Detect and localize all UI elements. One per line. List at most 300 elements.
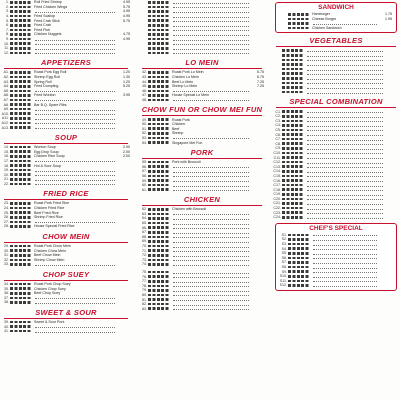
- chinese-text-glyphs: [10, 85, 32, 88]
- chinese-text-glyphs: [148, 307, 170, 310]
- item-number: 82.: [142, 302, 147, 307]
- dot-leader: [173, 222, 249, 225]
- chinese-text-glyphs: [288, 238, 310, 241]
- item-name: Roast Pork Lo Mein: [172, 70, 204, 75]
- section-title: SWEET & SOUR: [35, 307, 97, 317]
- menu-item: [138, 51, 266, 56]
- item-price: 3.95: [123, 93, 130, 98]
- item-number: 1.: [6, 0, 9, 5]
- menu-item: [138, 187, 266, 192]
- item-number: 9.: [6, 37, 9, 42]
- chinese-text-glyphs: [10, 183, 32, 186]
- chinese-text-glyphs: [288, 261, 310, 264]
- item-number: 27.: [4, 219, 9, 224]
- menu-item: [278, 26, 394, 31]
- item-number: C18.: [273, 187, 281, 192]
- dot-leader: [173, 184, 249, 187]
- item-number: 73.: [142, 257, 147, 262]
- dot-leader: [173, 38, 249, 41]
- dot-leader: [173, 47, 249, 50]
- item-number: 36.: [4, 291, 9, 296]
- item-number: A12.: [1, 120, 9, 125]
- dot-leader: [173, 263, 249, 266]
- section-title: CHOW MEIN: [42, 231, 90, 241]
- chinese-text-glyphs: [282, 193, 304, 196]
- dot-leader: [307, 216, 383, 219]
- item-number: C9.: [275, 146, 281, 151]
- item-name: Singapore Mei Fun: [172, 140, 203, 145]
- item-number: C20.: [273, 196, 281, 201]
- dot-leader: [35, 301, 115, 304]
- dot-leader: [307, 188, 383, 191]
- item-number: A8.: [3, 102, 9, 107]
- menu-item: [0, 51, 132, 56]
- chinese-text-glyphs: [10, 325, 32, 328]
- dot-leader: [173, 1, 249, 4]
- dot-leader: [307, 115, 383, 118]
- item-number: 61.: [142, 187, 147, 192]
- dot-leader: [307, 72, 383, 75]
- item-number: 35.: [4, 286, 9, 291]
- chinese-text-glyphs: [148, 226, 170, 229]
- item-number: 48.: [142, 97, 147, 102]
- dot-leader: [307, 147, 383, 150]
- menu-section-chop-suey: [0, 270, 132, 305]
- item-number: 56.: [142, 164, 147, 169]
- item-price: 4.95: [123, 0, 130, 5]
- dot-leader: [307, 110, 383, 113]
- item-number: 46.: [142, 88, 147, 93]
- dot-leader: [307, 165, 383, 168]
- menu-section-beef: [138, 270, 266, 311]
- dot-leader: [173, 174, 249, 177]
- menu-section-special-combination: [272, 97, 400, 219]
- item-name: Fried Wonton: [34, 93, 56, 98]
- item-name: Chicken Chop Suey: [34, 286, 66, 291]
- dot-leader: [173, 307, 249, 310]
- item-number: 29.: [4, 244, 9, 249]
- item-number: S1.: [281, 232, 287, 237]
- menu-item: [138, 98, 266, 103]
- item-number: 78.: [142, 283, 147, 288]
- item-number: 40.: [4, 324, 9, 329]
- dot-leader: [173, 51, 249, 54]
- chinese-text-glyphs: [148, 10, 170, 13]
- item-number: C15.: [273, 173, 281, 178]
- item-name: Shrimp Lo Mein: [172, 84, 198, 89]
- chinese-text-glyphs: [288, 247, 310, 250]
- dot-leader: [307, 170, 383, 173]
- dot-leader: [35, 330, 115, 333]
- section-title: FRIED RICE: [43, 189, 89, 199]
- chinese-text-glyphs: [10, 245, 32, 248]
- item-number: 59.: [142, 178, 147, 183]
- item-price: 5.75: [123, 18, 130, 23]
- chinese-text-glyphs: [148, 38, 170, 41]
- dot-leader: [35, 121, 115, 124]
- chinese-text-glyphs: [148, 42, 170, 45]
- item-name: Roast Pork Fried Rice: [34, 201, 70, 206]
- item-number: C14.: [273, 169, 281, 174]
- menu-column-right: [272, 0, 400, 294]
- dot-leader: [173, 28, 249, 31]
- item-name: Beef: [172, 126, 180, 131]
- item-name: Roast Pork Egg Roll: [34, 70, 67, 75]
- item-number: 66.: [142, 225, 147, 230]
- chinese-text-glyphs: [10, 207, 32, 210]
- chinese-text-glyphs: [288, 280, 310, 283]
- chinese-text-glyphs: [148, 275, 170, 278]
- item-name: Chicken Rice Soup: [34, 154, 65, 159]
- dot-leader: [35, 98, 115, 101]
- item-price: 4.95: [123, 14, 130, 19]
- dot-leader: [173, 136, 249, 139]
- dot-leader: [173, 231, 249, 234]
- item-number: 32.: [4, 257, 9, 262]
- dot-leader: [173, 5, 249, 8]
- section-divider: [4, 199, 128, 200]
- dot-leader: [313, 261, 377, 264]
- menu-section-top-items-2: [138, 0, 266, 55]
- item-price: 1.30: [123, 75, 130, 80]
- chinese-text-glyphs: [10, 47, 32, 50]
- chinese-text-glyphs: [148, 303, 170, 306]
- item-name: Shrimp: [172, 131, 184, 136]
- item-number: 8.: [6, 32, 9, 37]
- item-number: S12.: [279, 283, 287, 288]
- chinese-text-glyphs: [10, 211, 32, 214]
- item-number: 60.: [142, 183, 147, 188]
- chinese-text-glyphs: [288, 27, 310, 30]
- chinese-text-glyphs: [148, 165, 170, 168]
- chinese-text-glyphs: [148, 99, 170, 102]
- menu-section-pork: [138, 148, 266, 192]
- dot-leader: [307, 151, 383, 154]
- item-number: 50.: [142, 122, 147, 127]
- item-number: 83.: [142, 306, 147, 311]
- dot-leader: [35, 220, 115, 223]
- chinese-text-glyphs: [10, 42, 32, 45]
- item-number: S8.: [281, 265, 287, 270]
- dot-leader: [173, 98, 249, 101]
- menu-column-left: [0, 0, 132, 336]
- item-price: 4.95: [123, 37, 130, 42]
- chinese-text-glyphs: [10, 173, 32, 176]
- dot-leader: [173, 170, 249, 173]
- chinese-text-glyphs: [10, 301, 32, 304]
- menu-section-soup: [0, 133, 132, 186]
- item-number: 47.: [142, 93, 147, 98]
- item-number: C7.: [275, 137, 281, 142]
- item-number: A5.: [3, 88, 9, 93]
- chinese-text-glyphs: [10, 178, 32, 181]
- section-divider: [4, 280, 128, 281]
- chinese-text-glyphs: [10, 1, 32, 4]
- section-divider: [276, 107, 396, 108]
- item-number: A10.: [1, 111, 9, 116]
- item-name: Beef Fried Rice: [34, 210, 59, 215]
- item-number: 49.: [142, 117, 147, 122]
- dot-leader: [173, 89, 249, 92]
- item-number: A1.: [3, 70, 9, 75]
- item-name: Shrimp Fried Rice: [34, 215, 63, 220]
- dot-leader: [173, 10, 249, 13]
- item-name: Beef Chow Mein: [34, 253, 61, 258]
- menu-section-vegetables: [272, 36, 400, 94]
- item-number: 76.: [142, 274, 147, 279]
- chinese-text-glyphs: [148, 240, 170, 243]
- item-name: Shrimp Chow Mein: [34, 257, 65, 262]
- item-number: 6.: [6, 23, 9, 28]
- item-number: 20.: [4, 172, 9, 177]
- chinese-text-glyphs: [282, 120, 304, 123]
- dot-leader: [313, 275, 377, 278]
- chinese-text-glyphs: [148, 222, 170, 225]
- chinese-text-glyphs: [148, 90, 170, 93]
- item-number: 33.: [4, 262, 9, 267]
- chinese-text-glyphs: [148, 1, 170, 4]
- item-number: C12.: [273, 160, 281, 165]
- item-number: C5.: [275, 127, 281, 132]
- dot-leader: [35, 117, 115, 120]
- dot-leader: [173, 19, 249, 22]
- chinese-text-glyphs: [10, 263, 32, 266]
- dot-leader: [307, 184, 383, 187]
- dot-leader: [173, 179, 249, 182]
- dot-leader: [307, 138, 383, 141]
- chinese-text-glyphs: [10, 164, 32, 167]
- chinese-text-glyphs: [282, 161, 304, 164]
- item-number: 26.: [4, 215, 9, 220]
- dot-leader: [173, 245, 249, 248]
- dot-leader: [173, 217, 249, 220]
- item-number: 18.: [4, 163, 9, 168]
- dot-leader: [313, 256, 377, 259]
- item-number: 24.: [4, 206, 9, 211]
- item-name: Beef Lo Mein: [172, 79, 194, 84]
- section-divider: [4, 143, 128, 144]
- dot-leader: [313, 266, 377, 269]
- section-title: SPECIAL COMBINATION: [289, 97, 383, 107]
- chinese-text-glyphs: [282, 216, 304, 219]
- item-price: 4.75: [123, 32, 130, 37]
- item-number: 67.: [142, 230, 147, 235]
- item-number: 70.: [142, 244, 147, 249]
- item-number: 41.: [4, 329, 9, 334]
- dot-leader: [307, 197, 383, 200]
- menu-section-chow-mein: [0, 232, 132, 267]
- item-number: 30.: [4, 248, 9, 253]
- chinese-text-glyphs: [282, 77, 304, 80]
- item-number: 38.: [4, 300, 9, 305]
- chinese-text-glyphs: [148, 249, 170, 252]
- dot-leader: [307, 142, 383, 145]
- item-name: Beef Chop Suey: [34, 291, 61, 296]
- item-number: 42.: [142, 70, 147, 75]
- dot-leader: [35, 325, 115, 328]
- item-number: A6.: [3, 93, 9, 98]
- item-number: 62.: [142, 207, 147, 212]
- item-number: S9.: [281, 269, 287, 274]
- item-number: S2.: [281, 237, 287, 242]
- item-name: Sweet & Sour Pork: [34, 319, 65, 324]
- item-number: A9.: [3, 107, 9, 112]
- chinese-text-glyphs: [10, 103, 32, 106]
- chinese-text-glyphs: [148, 15, 170, 18]
- chinese-text-glyphs: [10, 94, 32, 97]
- chinese-text-glyphs: [288, 284, 310, 287]
- item-name: Fried Scallop: [34, 14, 55, 19]
- dot-leader: [35, 263, 115, 266]
- item-name: Chicken: [172, 122, 185, 127]
- chinese-text-glyphs: [10, 122, 32, 125]
- item-number: S6.: [281, 255, 287, 260]
- dot-leader: [173, 271, 249, 274]
- chinese-text-glyphs: [10, 10, 32, 13]
- item-number: A11.: [1, 116, 9, 121]
- menu-item: [272, 215, 400, 220]
- item-number: C24.: [273, 215, 281, 220]
- dot-leader: [173, 293, 249, 296]
- item-name: Spring Roll: [34, 79, 52, 84]
- dot-leader: [307, 91, 383, 94]
- item-number: C11.: [273, 155, 281, 160]
- chinese-text-glyphs: [10, 6, 32, 9]
- chinese-text-glyphs: [148, 179, 170, 182]
- chinese-text-glyphs: [288, 252, 310, 255]
- item-number: 31.: [4, 253, 9, 258]
- chinese-text-glyphs: [148, 285, 170, 288]
- dot-leader: [307, 81, 383, 84]
- chinese-text-glyphs: [282, 179, 304, 182]
- chinese-text-glyphs: [148, 132, 170, 135]
- item-number: 44.: [142, 79, 147, 84]
- dot-leader: [173, 15, 249, 18]
- item-number: S11.: [279, 278, 287, 283]
- chinese-text-glyphs: [148, 254, 170, 257]
- dot-leader: [307, 54, 383, 57]
- section-title: CHOP SUEY: [42, 269, 90, 279]
- item-number: 11.: [4, 46, 9, 51]
- chinese-text-glyphs: [148, 76, 170, 79]
- dot-leader: [307, 156, 383, 159]
- chinese-text-glyphs: [148, 33, 170, 36]
- dot-leader: [307, 174, 383, 177]
- dot-leader: [313, 279, 377, 282]
- chinese-text-glyphs: [148, 208, 170, 211]
- item-number: S4.: [281, 246, 287, 251]
- chinese-text-glyphs: [148, 161, 170, 164]
- section-divider: [4, 318, 128, 319]
- chinese-text-glyphs: [10, 169, 32, 172]
- menu-item: [138, 306, 266, 311]
- chinese-text-glyphs: [282, 82, 304, 85]
- chinese-text-glyphs: [288, 22, 310, 25]
- dot-leader: [35, 42, 115, 45]
- item-name: Fried Dumpling: [34, 84, 59, 89]
- menu-section-top-items: [0, 0, 132, 55]
- dot-leader: [173, 33, 249, 36]
- item-number: A3.: [3, 79, 9, 84]
- item-name: Roast Pork Chop Suey: [34, 282, 71, 287]
- chinese-text-glyphs: [288, 270, 310, 273]
- chinese-text-glyphs: [148, 217, 170, 220]
- chinese-text-glyphs: [10, 71, 32, 74]
- item-number: 68.: [142, 234, 147, 239]
- chinese-text-glyphs: [148, 29, 170, 32]
- item-number: C6.: [275, 132, 281, 137]
- chinese-text-glyphs: [148, 298, 170, 301]
- dot-leader: [313, 238, 377, 241]
- dot-leader: [307, 179, 383, 182]
- chinese-text-glyphs: [288, 243, 310, 246]
- item-number: 45.: [142, 84, 147, 89]
- dot-leader: [173, 303, 249, 306]
- section-title: CHEF'S SPECIAL: [309, 224, 363, 232]
- chinese-text-glyphs: [10, 292, 32, 295]
- chinese-text-glyphs: [148, 280, 170, 283]
- item-number: 34.: [4, 282, 9, 287]
- chinese-text-glyphs: [282, 147, 304, 150]
- chinese-text-glyphs: [148, 141, 170, 144]
- item-number: 52.: [142, 131, 147, 136]
- chinese-text-glyphs: [282, 91, 304, 94]
- chinese-text-glyphs: [148, 94, 170, 97]
- menu-section-chefs-special: [275, 223, 397, 291]
- dot-leader: [307, 202, 383, 205]
- item-number: S5.: [281, 251, 287, 256]
- menu-section-fried-rice: [0, 189, 132, 229]
- chinese-text-glyphs: [10, 80, 32, 83]
- item-number: 57.: [142, 169, 147, 174]
- item-price: 7.25: [257, 79, 264, 84]
- item-name: Chicken with Broccoli: [172, 207, 207, 212]
- chinese-text-glyphs: [10, 99, 32, 102]
- chinese-text-glyphs: [10, 38, 32, 41]
- chinese-text-glyphs: [10, 216, 32, 219]
- item-number: 55.: [142, 160, 147, 165]
- dot-leader: [313, 284, 377, 287]
- chinese-text-glyphs: [10, 330, 32, 333]
- chinese-text-glyphs: [282, 184, 304, 187]
- chinese-text-glyphs: [148, 118, 170, 121]
- chinese-text-glyphs: [10, 150, 32, 153]
- item-name: Chicken Fried Rice: [34, 206, 65, 211]
- chinese-text-glyphs: [282, 152, 304, 155]
- item-name: House Special Fried Rice: [34, 224, 75, 229]
- item-price: 6.75: [257, 75, 264, 80]
- chinese-text-glyphs: [282, 170, 304, 173]
- chinese-text-glyphs: [282, 133, 304, 136]
- item-price: 7.25: [257, 84, 264, 89]
- chinese-text-glyphs: [148, 80, 170, 83]
- item-number: S7.: [281, 260, 287, 265]
- menu-section-chow-fun: [138, 105, 266, 145]
- dot-leader: [35, 296, 115, 299]
- dot-leader: [35, 169, 115, 172]
- dot-leader: [35, 112, 115, 115]
- chinese-text-glyphs: [288, 234, 310, 237]
- chinese-text-glyphs: [148, 289, 170, 292]
- chinese-text-glyphs: [148, 294, 170, 297]
- item-number: C3.: [275, 118, 281, 123]
- chinese-text-glyphs: [282, 207, 304, 210]
- item-number: 81.: [142, 297, 147, 302]
- menu-item: [0, 224, 132, 229]
- chinese-text-glyphs: [282, 86, 304, 89]
- item-number: 25.: [4, 210, 9, 215]
- chinese-text-glyphs: [282, 138, 304, 141]
